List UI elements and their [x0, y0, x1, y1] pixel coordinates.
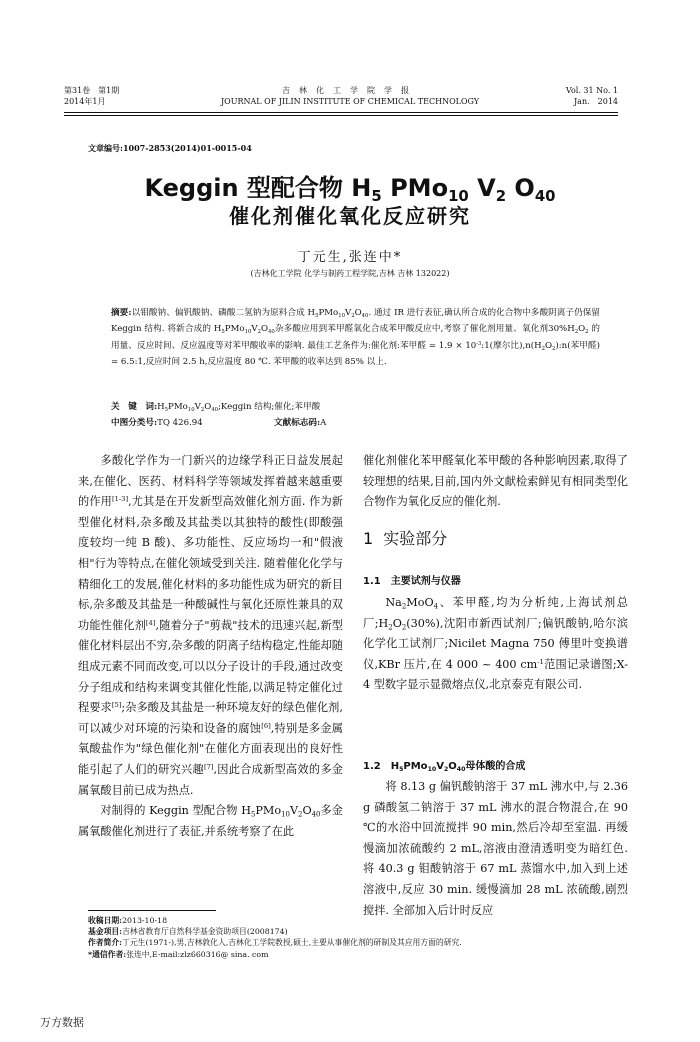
footnote-rule [88, 910, 216, 911]
intro-paragraph: 多酸化学作为一门新兴的边缘学科正日益发展起来,在催化、医药、材料科学等领域发挥着越来越重要的作用[1-3],尤其是在开发新型高效催化剂方面. 作为新型催化材料,杂多酸及其盐类以其独特的酸性(即酸强度较均一纯 B 酸)、多功能性、反应场均一和"假液相"行为等特点,在催化领域受到关注. 随着催化化学与精细化工的发展,催化材料的多功能性成为研究的新目标,杂多酸及其盐是一种酸碱性与氧化还原性兼具的双功能性催化剂[4],随着分子"剪裁"技术的迅速兴起,新型催化材料层出不穷,杂多酸的阴离子结构稳定,性能却随组成元素不同而改变,可以以分子设计的手段,通过改变分子组成和结构来调变其催化性能,以满足特定催化过程要求[5];杂多酸及其盐是一种环境友好的绿色催化剂,可以减少对环境的污染和设备的腐蚀[6],特别是多金属氧酸盐作为"绿色催化剂"在催化方面表现出的良好性能引起了人们的研究兴趣[7],因此合成新型高效的多金属氧酸目前已成为热点. [78, 454, 343, 797]
corresponding-author: *通信作者:张连中,E-mail:zlz660316@ sina. com [88, 949, 269, 959]
keywords: 关 键 词$:H_5PMo_{10}V_2O_{40};Keggin$ 结构;催化;苯甲酸 [111, 402, 321, 413]
abstract-label: 摘要: [111, 308, 132, 318]
citation: [4] [145, 618, 156, 627]
subsection-heading-1-1: 1.1 主要试剂与仪器 [363, 576, 461, 587]
volume-issue-en: Vol. 31 No. 1 [565, 86, 618, 95]
fund-info: 基金项目:吉林省教育厅自然科学基金资助项目(2008174) [88, 927, 288, 937]
reagents-paragraph: $Na_2MoO_4$、苯甲醛,均为分析纯,上海试剂总厂$;H_2O_2(30\%)$,沈阳市新西试剂厂;偏钒酸钠,哈尔滨化学化工试剂厂;Nicilet Magna 750 傅里叶变换谱仪,KBr 压片,在 4 000 ~ 400 $cm^{-1}$范围记录谱图;X-4 型数字显示显微熔点仪,北京泰克有限公司. [363, 596, 629, 692]
intro-continuation: 催化剂催化苯甲醛氧化苯甲酸的各种影响因素,取得了较理想的结果,目前,国内外文献检索鲜见有相同类型化合物作为氧化反应的催化剂. [363, 454, 628, 509]
citation: [5] [111, 701, 122, 710]
article-number: 文章编号:1007-2853(2014)01-0015-04 [88, 143, 252, 153]
body-left-column [78, 451, 343, 842]
authors: 丁元生,张连中* [297, 250, 403, 265]
header-rule [64, 112, 618, 113]
section-heading-1: 1 实验部分 [363, 529, 448, 548]
body-right-column-top [363, 451, 628, 513]
intro-paragraph-2: 对制得的 Keggin 型配合物 $H_5PMo_{10}V_2O_{40}$多金属氧酸催化剂进行了表征,并系统考察了在此 [78, 804, 343, 838]
paper-title-line2: 催化剂催化氧化反应研究 [229, 204, 471, 228]
issue-info-en [566, 85, 618, 107]
citation: [1-3] [112, 495, 129, 504]
volume-issue: 第31卷 第1期 [64, 86, 120, 95]
subsection-heading-1-2: 1.2 $H_5PMo_{10}V_2O_{40}$母体酸的合成 [363, 761, 526, 774]
affiliation: (吉林化工学院 化学与制药工程学院,吉林 吉林 132022) [250, 269, 450, 278]
abstract: 摘要:以钼酸钠、偏钒酸钠、磷酸二氢钠为原料合成 $H_5PMo_{10}V_2O_{40}$. 通过 IR 进行表征,确认所合成的化合物中多酸阴离子仍保留 Keggin 结构. 将新合成的 $H_5PMo_{10}V_2O_{40}$杂多酸应用到苯甲醛氧化合成苯甲酸反应中,考察了催化剂用量、氧化剂$30\%H_2O_2$ 的用量、反应时间、反应温度等对苯甲酸收率的影响. 最佳工艺条件为:催化剂:苯甲醛 = $1.9 \times 10^{-3}:1$(摩尔比)$,n(H_2O_2):n$(苯甲醛) = 6.5:1,反应时间 2.5 h,反应温度 80 ℃. 苯甲酸的收率达到 85% 以上. [111, 308, 600, 368]
footnotes [88, 915, 633, 960]
header-rule-thin [64, 115, 618, 116]
keywords-label: 关 键 词: [111, 402, 158, 412]
issue-date-en: Jan. 2014 [573, 97, 618, 106]
journal-title-en: JOURNAL OF JILIN INSTITUTE OF CHEMICAL TECHNOLOGY [220, 97, 480, 106]
citation: [7] [203, 762, 214, 771]
paper-title-line1: Keggin 型配合物 $H_5$ PMo$_{10}$ $V_2$ $O_{40}$ [144, 174, 556, 206]
received-date: 收稿日期:2013-10-18 [88, 916, 168, 925]
journal-title-cn: 吉林化工学院学报 [282, 86, 418, 95]
watermark: 万方数据 [40, 1016, 84, 1029]
issue-date: 2014年1月 [64, 97, 106, 106]
citation: [6] [261, 721, 271, 730]
author-bio: 作者简介:丁元生(1971-),男,吉林敦化人,吉林化工学院教授,硕士,主要从事催化剂的研制及其应用方面的研究. [88, 938, 462, 948]
synthesis-paragraph: 将 8.13 g 偏钒酸钠溶于 37 mL 沸水中,与 2.36 g 磷酸氢二钠溶于 37 mL 沸水的混合物混合,在 90 ℃的水浴中回流搅拌 90 min,然后冷却至室温. 再缓慢滴加浓硫酸约 2 mL,溶液由澄清透明变为暗红色. 将 40.3 g 钼酸钠溶于 67 mL 蒸馏水中,加入到上述溶液中,反应 30 min. 缓慢滴加 28 mL 浓硫酸,剧烈搅拌. 全部加入后计时反应 [363, 780, 628, 917]
document-code: 文献标志码:A [274, 418, 327, 428]
clc-number: 中图分类号:TQ 426.94 [111, 418, 203, 428]
